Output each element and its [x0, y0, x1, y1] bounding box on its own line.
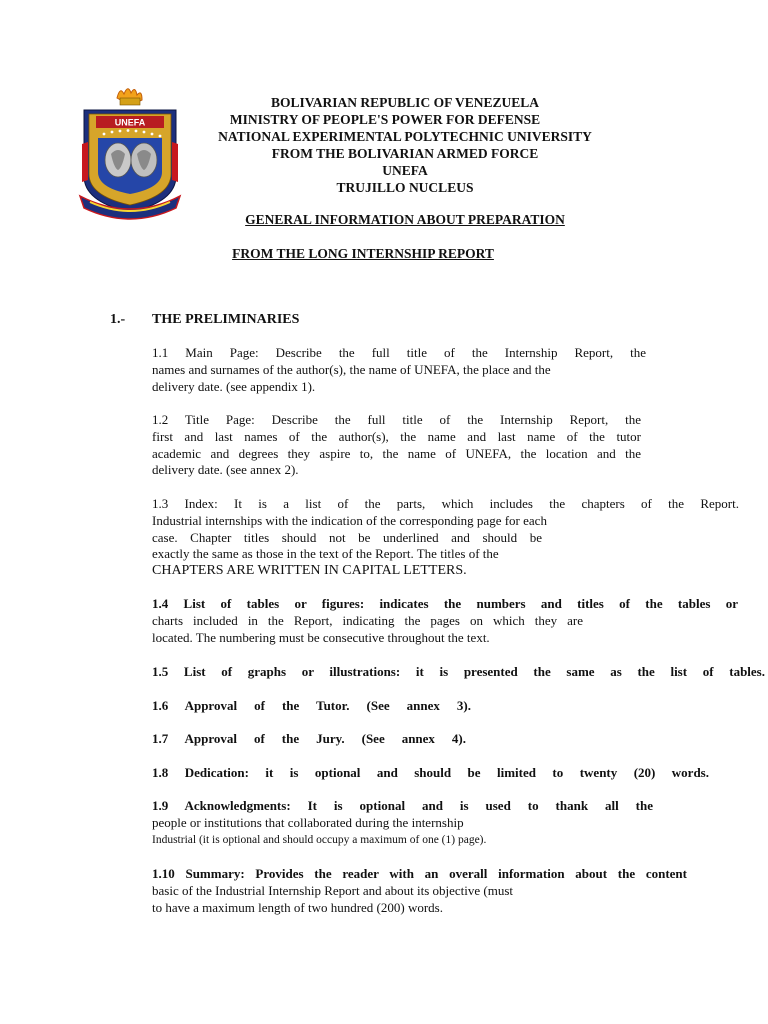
- text-line: Industrial (it is optional and should occupy a maximum of one (1) page).: [152, 833, 487, 846]
- item-1-3-index: [152, 496, 739, 580]
- unefa-coat-of-arms-logo: [76, 84, 184, 230]
- header-line-5: UNEFA: [382, 163, 428, 178]
- document-subtitle: FROM THE LONG INTERNSHIP REPORT: [232, 246, 494, 261]
- svg-text:UNEFA: UNEFA: [114, 117, 146, 128]
- text-line: Industrial internships with the indication of the corresponding page for each: [152, 512, 547, 528]
- text-line: delivery date. (see appendix 1).: [152, 378, 316, 394]
- text-line: 1.1 Main Page: Describe the full title of the Internship Report, the: [152, 345, 646, 360]
- text-line: names and surnames of the author(s), the name of UNEFA, the place and the: [152, 361, 551, 377]
- section-title: THE PRELIMINARIES: [152, 312, 300, 327]
- text-line: case. Chapter titles should not be underlined and should be: [152, 529, 542, 545]
- header-line-4: FROM THE BOLIVARIAN ARMED FORCE: [271, 146, 539, 161]
- text-line: 1.2 Title Page: Describe the full title of the Internship Report, the: [152, 412, 641, 427]
- text-line: 1.9 Acknowledgments: It is optional and is used to thank all the: [152, 798, 653, 813]
- document-title: GENERAL INFORMATION ABOUT PREPARATION: [245, 212, 565, 227]
- section-number: 1.-: [110, 312, 126, 327]
- text-line: 1.4 List of tables or figures: indicates the numbers and titles of the tables or: [152, 596, 738, 611]
- item-1-5-list-of-graphs: 1.5 List of graphs or illustrations: it is presented the same as the list of tables.: [152, 664, 765, 679]
- item-1-2-title-page: [152, 412, 641, 479]
- text-line: first and last names of the author(s), the name and last name of the tutor: [152, 428, 641, 444]
- text-line: basic of the Industrial Internship Report and about its objective (must: [152, 882, 514, 898]
- text-line: CHAPTERS ARE WRITTEN IN CAPITAL LETTERS.: [152, 563, 467, 579]
- item-1-1-main-page: [152, 345, 646, 395]
- header-line-3: NATIONAL EXPERIMENTAL POLYTECHNIC UNIVERSITY: [218, 129, 592, 144]
- text-line: 1.10 Summary: Provides the reader with an overall information about the content: [152, 866, 687, 881]
- item-1-7-jury-approval: 1.7 Approval of the Jury. (See annex 4).: [152, 731, 466, 746]
- header-line-1: BOLIVARIAN REPUBLIC OF VENEZUELA: [271, 95, 539, 110]
- text-line: exactly the same as those in the text of the Report. The titles of the: [152, 546, 499, 562]
- header-line-6: TRUJILLO NUCLEUS: [336, 180, 474, 195]
- text-line: to have a maximum length of two hundred (200) words.: [152, 899, 443, 915]
- shield-icon: [76, 84, 184, 230]
- text-line: located. The numbering must be consecutive throughout the text.: [152, 629, 490, 645]
- text-line: delivery date. (see annex 2).: [152, 462, 299, 478]
- text-line: academic and degrees they aspire to, the name of UNEFA, the location and the: [152, 445, 641, 461]
- item-1-10-summary: [152, 866, 687, 916]
- item-1-4-list-of-tables: [152, 596, 738, 646]
- text-line: people or institutions that collaborated during the internship: [152, 814, 464, 830]
- item-1-8-dedication: 1.8 Dedication: it is optional and should be limited to twenty (20) words.: [152, 765, 709, 780]
- text-line: 1.3 Index: It is a list of the parts, which includes the chapters of the Report.: [152, 496, 739, 511]
- header-line-2: MINISTRY OF PEOPLE'S POWER FOR DEFENSE: [229, 112, 541, 127]
- text-line: charts included in the Report, indicating the pages on which they are: [152, 612, 583, 628]
- item-1-9-acknowledgments: [152, 798, 653, 848]
- item-1-6-tutor-approval: 1.6 Approval of the Tutor. (See annex 3).: [152, 698, 471, 713]
